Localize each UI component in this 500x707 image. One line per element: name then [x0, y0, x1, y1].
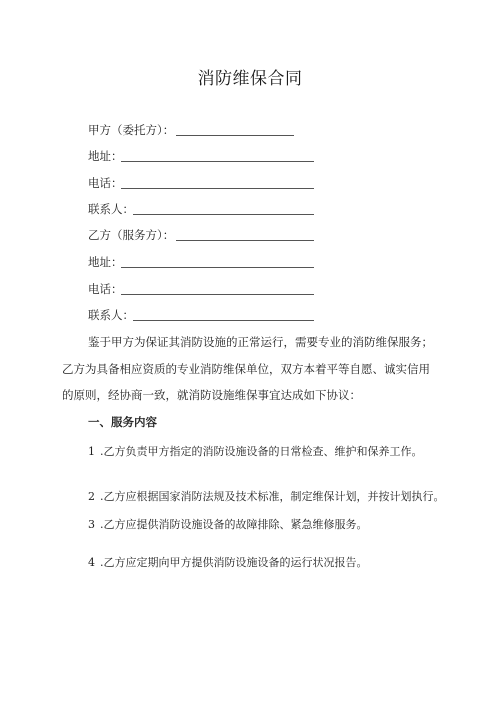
party-b-contact-blank-line	[133, 320, 314, 321]
party-a-field	[88, 123, 174, 137]
list-item-text: .乙方应根据国家消防法规及技术标准，制定维保计划，并按计划执行。	[100, 490, 445, 503]
party-b-address-blank-line	[121, 267, 314, 268]
list-item-text: .乙方应提供消防设施设备的故障排除、紧急维修服务。	[100, 518, 368, 531]
list-item	[88, 556, 368, 570]
list-item-number: 4	[88, 556, 95, 569]
party-b-phone-label: 电话：	[88, 282, 123, 296]
intro-line-3: 的原则，经协商一致，就消防设施维保事宜达成如下协议：	[62, 388, 361, 402]
party-a-phone-blank-line	[121, 188, 314, 189]
party-b-field	[88, 228, 174, 242]
party-b-contact-field	[88, 308, 134, 322]
list-item-text: .乙方负责甲方指定的消防设施设备的日常检查、维护和保养工作。	[100, 445, 423, 458]
list-item	[88, 445, 423, 459]
party-a-contact-label: 联系人：	[88, 202, 134, 216]
party-a-address-field	[88, 149, 123, 163]
party-b-address-field	[88, 255, 123, 269]
list-item-text: .乙方应定期向甲方提供消防设施设备的运行状况报告。	[100, 556, 368, 569]
party-a-address-label: 地址：	[88, 149, 123, 163]
party-b-label: 乙方（服务方）：	[88, 228, 175, 242]
party-a-address-blank-line	[121, 161, 314, 162]
list-item-number: 2	[88, 490, 95, 503]
party-b-address-label: 地址：	[88, 255, 123, 269]
document-title: 消防维保合同	[197, 69, 303, 89]
party-a-phone-field	[88, 176, 123, 190]
party-a-blank-line	[176, 135, 294, 136]
intro-line-2: 乙方为具备相应资质的专业消防维保单位，双方本着平等自愿、诚实信用	[62, 362, 430, 376]
list-item-number: 3	[88, 518, 95, 531]
party-b-contact-label: 联系人：	[88, 308, 134, 322]
list-item	[88, 490, 445, 504]
intro-line-1: 鉴于甲方为保证其消防设施的正常运行，需要专业的消防维保服务；	[88, 335, 433, 349]
party-b-phone-field	[88, 282, 123, 296]
list-item-number: 1	[88, 445, 95, 458]
party-b-phone-blank-line	[121, 294, 314, 295]
section-title-service-content: 一、服务内容	[88, 415, 157, 429]
party-a-contact-blank-line	[133, 214, 314, 215]
list-item	[88, 518, 368, 532]
party-a-phone-label: 电话：	[88, 176, 123, 190]
party-a-label: 甲方（委托方）：	[88, 123, 175, 137]
party-a-contact-field	[88, 202, 134, 216]
party-b-blank-line	[176, 240, 314, 241]
